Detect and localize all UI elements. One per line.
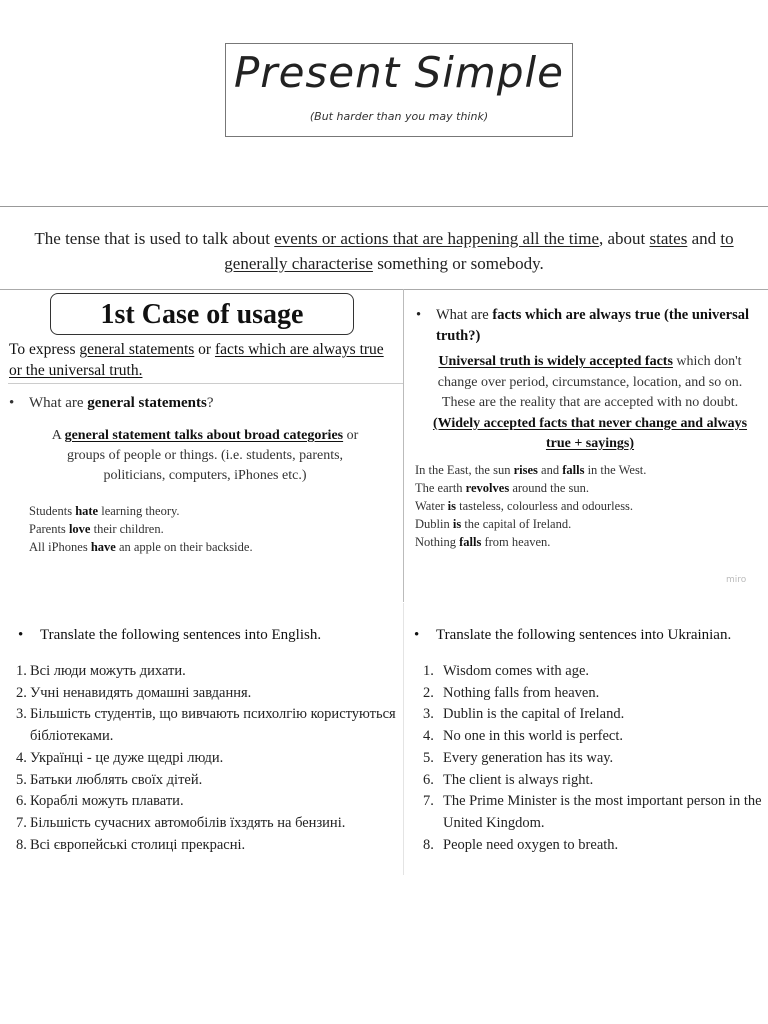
item-number: 2. xyxy=(423,684,434,701)
item-number: 1. xyxy=(423,663,434,679)
example-text: the capital of Ireland. xyxy=(461,517,572,531)
translate-to-english-heading xyxy=(18,625,398,645)
item-number: 4. xyxy=(423,728,434,745)
example-sentence xyxy=(29,502,389,520)
case-title-box xyxy=(50,293,354,335)
example-text: All iPhones xyxy=(29,540,91,554)
intro-underline: facts which are always true or the universal truth. xyxy=(9,341,384,379)
list-item xyxy=(423,661,768,683)
example-text: their children. xyxy=(90,522,164,536)
example-text: learning theory. xyxy=(98,504,180,518)
example-text: from heaven. xyxy=(481,535,551,549)
question-bold: facts which are always true (the universal truth?) xyxy=(436,307,750,344)
page-subtitle: (But harder than you may think) xyxy=(309,110,489,123)
item-text: Wisdom comes with age. xyxy=(443,663,589,679)
example-sentence xyxy=(415,461,760,479)
item-number: 3. xyxy=(16,706,27,723)
bullet: • xyxy=(18,627,24,643)
question-text: What are xyxy=(436,307,493,323)
definition-text: and xyxy=(687,229,721,248)
example-text: an apple on their backside. xyxy=(115,540,253,554)
question-text: ? xyxy=(206,395,214,411)
example-sentence xyxy=(415,497,760,515)
list-item xyxy=(16,835,396,857)
divider-vertical-bottom xyxy=(403,603,404,875)
list-item xyxy=(16,770,396,792)
example-verb: love xyxy=(68,522,91,536)
item-text: Nothing falls from heaven. xyxy=(443,684,600,701)
definition-text: The tense that is used to talk about xyxy=(34,229,275,248)
item-number: 1. xyxy=(16,663,27,679)
item-text: Учні ненавидять домашні завдання. xyxy=(30,684,252,701)
example-text: Nothing xyxy=(415,535,460,549)
item-text: Більшість студентів, що вивчають психолгію користуються бібліотеками. xyxy=(30,706,396,745)
question-text: What are xyxy=(29,395,88,411)
list-item xyxy=(16,683,396,705)
example-text: The earth xyxy=(415,481,466,495)
intro-underline: general statements xyxy=(79,341,195,358)
list-item xyxy=(16,791,396,813)
example-text: in the West. xyxy=(584,463,647,477)
definition-text: A xyxy=(51,428,65,443)
example-text: Students xyxy=(29,504,76,518)
definition-underline: Universal truth is widely accepted facts xyxy=(438,354,673,369)
definition-text: , about xyxy=(599,229,650,248)
item-text: Всі люди можуть дихати. xyxy=(30,663,186,679)
divider-left-inner xyxy=(8,383,403,384)
item-number: 7. xyxy=(16,814,27,831)
item-text: Every generation has its way. xyxy=(443,749,614,766)
example-text: In the East, the sun xyxy=(415,463,514,477)
universal-truth-definition xyxy=(420,352,760,455)
example-verb: is xyxy=(447,499,456,513)
divider-vertical-top xyxy=(403,289,404,602)
item-number: 6. xyxy=(16,793,27,810)
item-text: Українці - це дуже щедрі люди. xyxy=(30,749,224,766)
intro-text: To express xyxy=(9,341,80,358)
example-text: tasteless, colourless and odourless. xyxy=(456,499,634,513)
divider-panels xyxy=(0,289,768,290)
example-sentence xyxy=(415,515,760,533)
example-sentence xyxy=(29,520,389,538)
item-number: 7. xyxy=(423,793,434,810)
definition-underline: events or actions that are happening all the time xyxy=(274,229,600,248)
facts-question xyxy=(416,305,761,347)
item-text: No one in this world is perfect. xyxy=(443,728,624,745)
item-number: 8. xyxy=(423,836,434,853)
item-text: Батьки люблять своїх дітей. xyxy=(30,771,203,788)
example-verb: revolves xyxy=(465,481,510,495)
item-text: The client is always right. xyxy=(443,771,594,788)
ukrainian-sentences-list xyxy=(16,661,396,856)
definition-underline: (Widely accepted facts that never change and always true + sayings) xyxy=(432,415,748,451)
list-item xyxy=(423,683,768,705)
page-title: Present Simple xyxy=(233,48,564,97)
tense-definition xyxy=(20,226,748,276)
example-text: Water xyxy=(415,499,448,513)
general-statement-examples xyxy=(29,502,389,556)
english-sentences-list xyxy=(423,661,768,856)
usage-intro xyxy=(9,339,389,381)
item-number: 2. xyxy=(16,684,27,701)
universal-truth-examples xyxy=(415,461,760,551)
item-text: The Prime Minister is the most important person in the United Kingdom. xyxy=(443,793,762,831)
example-text: Parents xyxy=(29,522,69,536)
item-number: 5. xyxy=(16,771,27,788)
item-text: Більшість сучасних автомобілів їхздять на бензині. xyxy=(30,814,346,831)
heading-text: Translate the following sentences into English. xyxy=(40,627,322,643)
example-verb: is xyxy=(452,517,462,531)
example-sentence xyxy=(29,538,389,556)
list-item xyxy=(423,704,768,726)
heading-text: Translate the following sentences into Ukrainian. xyxy=(436,627,732,643)
definition-underline: to generally characterise xyxy=(224,229,734,273)
translate-to-ukrainian-heading xyxy=(414,625,768,645)
example-text: Dublin xyxy=(415,517,453,531)
example-text: and xyxy=(537,463,563,477)
general-statement-definition xyxy=(40,426,370,486)
intro-text: or xyxy=(194,341,215,358)
list-item xyxy=(423,770,768,792)
list-item xyxy=(16,748,396,770)
example-text: around the sun. xyxy=(509,481,590,495)
list-item xyxy=(16,813,396,835)
item-number: 6. xyxy=(423,771,434,788)
example-sentence xyxy=(415,479,760,497)
example-verb: falls xyxy=(459,535,482,549)
item-text: Всі європейські столиці прекрасні. xyxy=(30,836,246,853)
item-number: 5. xyxy=(423,749,434,766)
bullet: • xyxy=(416,307,422,323)
list-item xyxy=(423,791,768,834)
definition-text: or groups of people or things. (i.e. students, parents, politicians, computers, iPhones etc.) xyxy=(66,428,359,483)
item-text: Кораблі можуть плавати. xyxy=(30,793,184,810)
item-text: Dublin is the capital of Ireland. xyxy=(443,706,625,723)
definition-text: which don't change over period, circumstance, location, and so on. These are the reality that are accepted with no doubt. xyxy=(437,354,743,410)
bullet: • xyxy=(9,395,15,411)
definition-underline: states xyxy=(649,229,688,248)
divider-top xyxy=(0,206,768,207)
miro-watermark: miro xyxy=(726,575,747,585)
list-item xyxy=(16,661,396,683)
bullet: • xyxy=(414,627,420,643)
question-bold: general statements xyxy=(87,395,207,411)
list-item xyxy=(423,835,768,857)
list-item xyxy=(16,704,396,747)
general-statements-question xyxy=(9,394,389,413)
definition-underline: general statement talks about broad categories xyxy=(64,428,344,443)
item-text: People need oxygen to breath. xyxy=(443,836,619,853)
title-box xyxy=(225,43,573,137)
item-number: 8. xyxy=(16,836,27,853)
list-item xyxy=(423,726,768,748)
list-item xyxy=(423,748,768,770)
example-verb: falls xyxy=(562,463,585,477)
example-verb: have xyxy=(90,540,116,554)
item-number: 3. xyxy=(423,706,434,723)
example-verb: rises xyxy=(513,463,538,477)
case-title: 1st Case of usage xyxy=(100,299,304,330)
example-sentence xyxy=(415,533,760,551)
example-verb: hate xyxy=(75,504,99,518)
definition-text: something or somebody. xyxy=(372,254,544,273)
item-number: 4. xyxy=(16,749,27,766)
